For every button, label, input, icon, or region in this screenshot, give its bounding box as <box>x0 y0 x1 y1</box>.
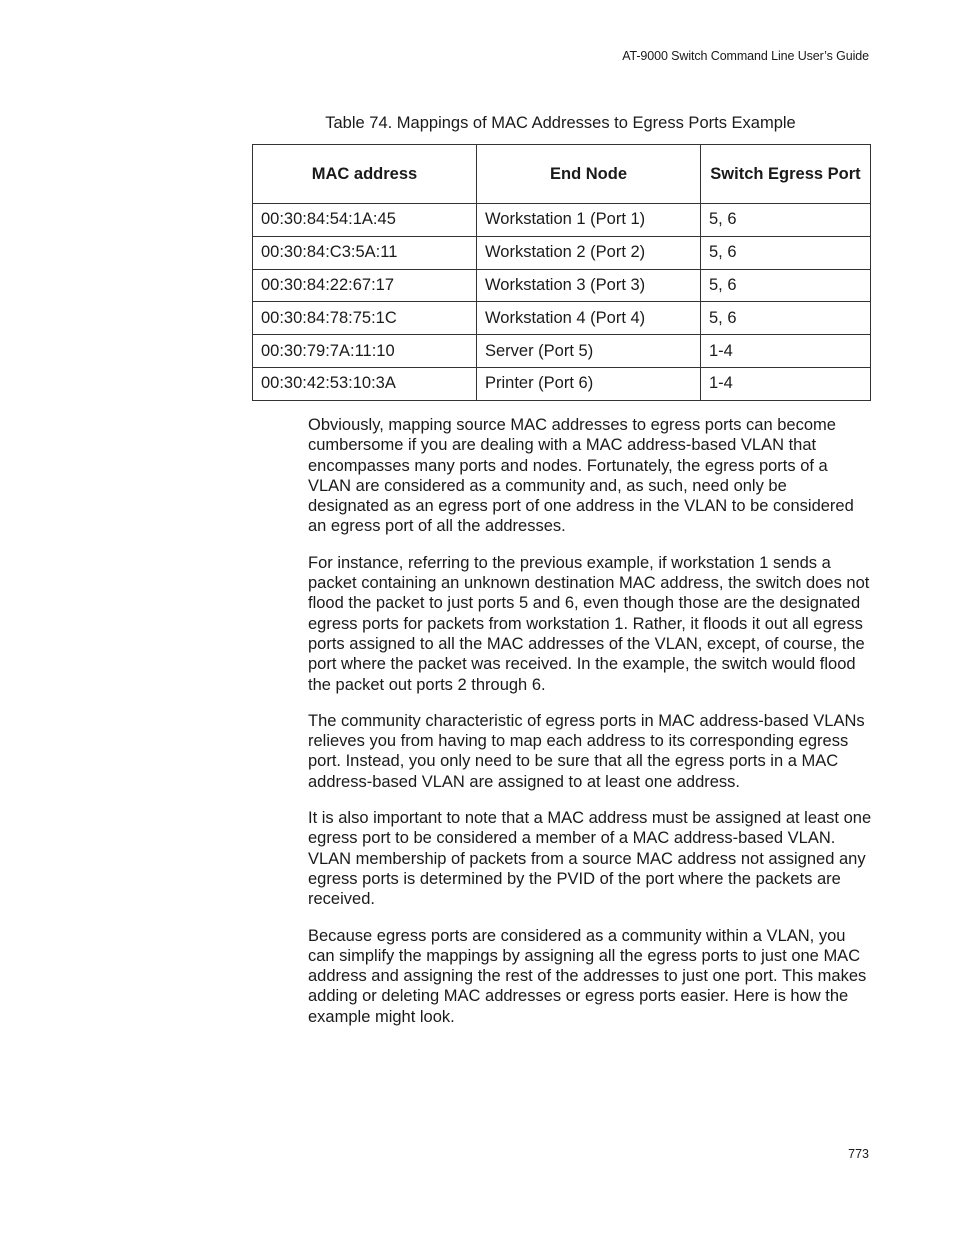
end-node-cell: Workstation 2 (Port 2) <box>477 236 701 269</box>
body-text <box>308 415 872 1043</box>
end-node-cell: Workstation 1 (Port 1) <box>477 204 701 237</box>
egress-port-cell: 1-4 <box>701 367 871 400</box>
egress-port-cell: 1-4 <box>701 335 871 368</box>
end-node-cell: Printer (Port 6) <box>477 367 701 400</box>
mac-address-cell: 00:30:79:7A:11:10 <box>253 335 477 368</box>
column-header-switch-egress-port: Switch Egress Port <box>701 145 871 204</box>
column-header-end-node: End Node <box>477 145 701 204</box>
paragraph: For instance, referring to the previous example, if workstation 1 sends a packet containing an unknown destination MAC address, the switch does not flood the packet to just ports 5 and 6, even though those are the designated egress ports for packets from workstation 1. Rather, it floods it out all egress ports assigned to all the MAC addresses of the VLAN, except, of course, the port where the packet was received. In the example, the switch would flood the packet out ports 2 through 6. <box>308 553 870 694</box>
mac-egress-table <box>252 144 871 401</box>
running-header: AT-9000 Switch Command Line User’s Guide <box>622 49 869 63</box>
egress-port-cell: 5, 6 <box>701 269 871 302</box>
mac-address-cell: 00:30:84:C3:5A:11 <box>253 236 477 269</box>
paragraph: It is also important to note that a MAC address must be assigned at least one egress port to be considered a member of a MAC address-based VLAN. VLAN membership of packets from a source MAC address not assigned any egress ports is determined by the PVID of the port where the packets are received. <box>308 809 872 909</box>
paragraph: The community characteristic of egress ports in MAC address-based VLANs relieves you from having to map each address to its corresponding egress port. Instead, you only need to be sure that all the egress ports in a MAC address-based VLAN are assigned to at least one address. <box>308 711 865 791</box>
table-row <box>253 367 871 400</box>
table-row <box>253 204 871 237</box>
end-node-cell: Workstation 4 (Port 4) <box>477 302 701 335</box>
table-row <box>253 269 871 302</box>
column-header-mac-address: MAC address <box>253 145 477 204</box>
page-number: 773 <box>848 1147 869 1161</box>
mac-address-cell: 00:30:84:22:67:17 <box>253 269 477 302</box>
table-row <box>253 302 871 335</box>
table-caption: Table 74. Mappings of MAC Addresses to Egress Ports Example <box>325 114 796 132</box>
table-header-row <box>253 145 871 204</box>
mac-address-cell: 00:30:42:53:10:3A <box>253 367 477 400</box>
table-row <box>253 236 871 269</box>
egress-port-cell: 5, 6 <box>701 302 871 335</box>
paragraph: Obviously, mapping source MAC addresses to egress ports can become cumbersome if you are dealing with a MAC address-based VLAN that encompasses many ports and nodes. Fortunately, the egress ports of a VLAN are considered as a community and, as such, need only be designated as an egress port of one address in the VLAN to be considered an egress port of all the addresses. <box>308 416 854 536</box>
egress-port-cell: 5, 6 <box>701 204 871 237</box>
mac-address-cell: 00:30:84:54:1A:45 <box>253 204 477 237</box>
end-node-cell: Server (Port 5) <box>477 335 701 368</box>
mac-address-cell: 00:30:84:78:75:1C <box>253 302 477 335</box>
paragraph: Because egress ports are considered as a community within a VLAN, you can simplify the mappings by assigning all the egress ports to just one MAC address and assigning the rest of the addresses to just one port. This makes adding or deleting MAC addresses or egress ports easier. Here is how the example might look. <box>308 926 867 1026</box>
table-row <box>253 335 871 368</box>
end-node-cell: Workstation 3 (Port 3) <box>477 269 701 302</box>
egress-port-cell: 5, 6 <box>701 236 871 269</box>
